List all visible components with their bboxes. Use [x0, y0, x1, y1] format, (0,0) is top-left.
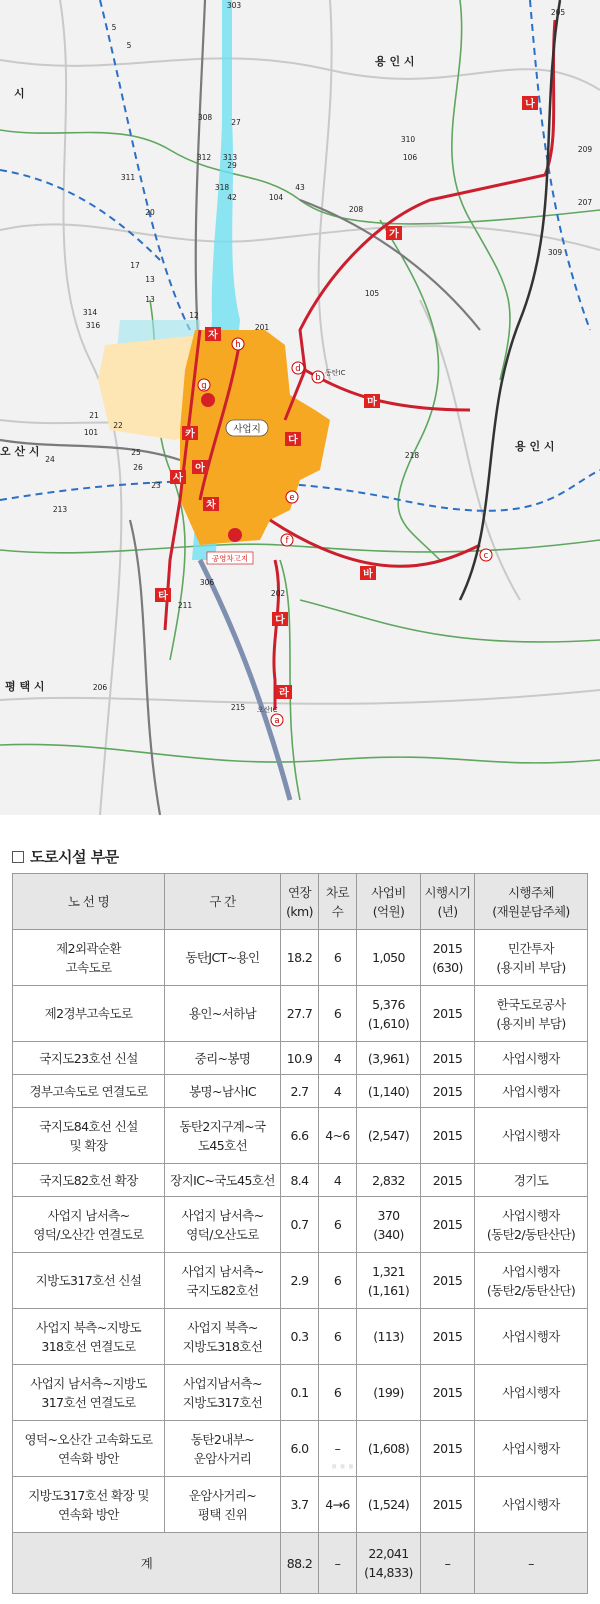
cell-agency-line: (용지비 부담) — [496, 959, 566, 975]
road-number: 316 — [85, 321, 101, 330]
cell-section-line: 장지IC~국도45호선 — [170, 1172, 275, 1188]
cell-period — [421, 1164, 475, 1197]
cell-period — [421, 986, 475, 1042]
cell-route — [13, 1477, 165, 1533]
cell-agency-line: 사업시행자 — [502, 1128, 560, 1143]
road-number: 206 — [92, 683, 108, 692]
cell-lanes: 6 — [319, 1253, 357, 1309]
header-cost — [357, 874, 421, 930]
letter-marker-label: b — [315, 373, 321, 383]
cell-section-line: 사업지 남서측~ — [181, 1263, 264, 1279]
cell-cost — [357, 1477, 421, 1533]
cell-route — [13, 1108, 165, 1164]
table-header-row — [13, 874, 588, 930]
cell-period — [421, 1477, 475, 1533]
road-number: 104 — [268, 193, 284, 202]
cell-period-line: 2015 — [432, 1172, 463, 1188]
road-facility-table — [12, 873, 588, 1594]
cell-agency — [475, 930, 588, 986]
cell-length: 2.9 — [281, 1253, 319, 1309]
cell-route-line: 국지도23호선 신설 — [39, 1050, 138, 1066]
cell-route-line: 사업지 북측~지방도 — [35, 1319, 142, 1335]
letter-marker-label: f — [285, 536, 289, 546]
cell-route — [13, 1421, 165, 1477]
cell-period — [421, 1197, 475, 1253]
cell-route — [13, 1164, 165, 1197]
road-number: 312 — [196, 153, 212, 162]
cell-length: 6.6 — [281, 1108, 319, 1164]
cell-route-line: 318호선 연결도로 — [41, 1338, 136, 1354]
road-number: 101 — [83, 428, 99, 437]
cell-lanes: 6 — [319, 930, 357, 986]
cell-period — [421, 1421, 475, 1477]
road-number: 303 — [226, 1, 242, 10]
cell-lanes: 6 — [319, 986, 357, 1042]
cell-route-line: 경부고속도로 연결도로 — [29, 1083, 148, 1099]
cell-route-line: 사업지 남서측~지방도 — [30, 1375, 147, 1391]
cell-agency-line: 사업시행자 — [502, 1050, 560, 1066]
header-cost-unit: (억원) — [372, 903, 405, 919]
header-period-unit: (년) — [437, 903, 458, 919]
cell-section — [165, 1075, 281, 1108]
cell-section — [165, 1164, 281, 1197]
total-row — [13, 1533, 588, 1594]
city-label-osan: 오 산 시 — [0, 445, 40, 458]
cell-route — [13, 930, 165, 986]
cell-period-line: (630) — [432, 959, 463, 975]
header-cost-text: 사업비 — [371, 884, 406, 900]
cell-period-line: 2015 — [432, 1329, 463, 1344]
cell-cost — [357, 930, 421, 986]
project-point-south — [228, 528, 242, 542]
cell-section-line: 지방도317호선 — [182, 1394, 263, 1410]
table-row — [13, 1421, 588, 1477]
table-row — [13, 1108, 588, 1164]
ic-label-osan: 오산IC — [257, 706, 278, 714]
road-number: 25 — [131, 448, 141, 457]
route-marker-label: 사 — [173, 473, 183, 484]
cell-section — [165, 1042, 281, 1075]
total-cost — [357, 1533, 421, 1594]
cell-period-line: 2015 — [432, 1217, 463, 1232]
road-number: 215 — [230, 703, 246, 712]
cell-route — [13, 1075, 165, 1108]
cell-agency-line: 사업시행자 — [502, 1497, 560, 1512]
header-agency-text: 시행주체 — [508, 884, 554, 900]
cell-cost-line: (1,610) — [367, 1015, 410, 1031]
total-agency: – — [475, 1533, 588, 1594]
table-row — [13, 1253, 588, 1309]
cell-agency — [475, 1421, 588, 1477]
header-length — [281, 874, 319, 930]
header-lanes — [319, 874, 357, 930]
table-row — [13, 1477, 588, 1533]
table-row — [13, 1164, 588, 1197]
cell-agency-line: 사업시행자 — [502, 1385, 560, 1400]
cell-cost-line: 1,050 — [372, 950, 405, 965]
road-number: 310 — [400, 135, 416, 144]
cell-lanes: 4 — [319, 1164, 357, 1197]
route-marker-label: 가 — [389, 229, 399, 240]
road-number: 17 — [130, 261, 140, 270]
cell-route — [13, 1309, 165, 1365]
header-agency-sub: (재원분담주체) — [492, 903, 570, 919]
cell-section — [165, 1108, 281, 1164]
header-lanes-text2: 수 — [331, 903, 344, 919]
cell-cost-line: (199) — [373, 1385, 404, 1400]
header-lanes-text: 차로 — [326, 884, 349, 900]
cell-route-line: 연속화 방안 — [58, 1450, 119, 1466]
table-row — [13, 1365, 588, 1421]
cell-period-line: 2015 — [432, 1385, 463, 1400]
cell-route-line: 고속도로 — [65, 959, 112, 975]
cell-section-line: 평택 진위 — [197, 1506, 248, 1522]
cell-cost-line: (1,140) — [367, 1083, 410, 1099]
letter-marker-label: g — [201, 381, 207, 391]
cell-route — [13, 1042, 165, 1075]
cell-agency-line: 사업시행자 — [502, 1263, 560, 1279]
cell-agency-line: 사업시행자 — [502, 1329, 560, 1344]
road-number: 314 — [82, 308, 98, 317]
cell-section-line: 동탄2내부~ — [190, 1431, 255, 1447]
route-marker-label: 차 — [206, 500, 216, 511]
road-number: 207 — [577, 198, 593, 207]
cell-lanes: 4 — [319, 1042, 357, 1075]
cell-section — [165, 1421, 281, 1477]
route-marker-label: 카 — [185, 429, 195, 440]
table-row — [13, 930, 588, 986]
road-number: 201 — [254, 323, 270, 332]
cell-route — [13, 1253, 165, 1309]
header-section — [165, 874, 281, 930]
letter-marker-label: h — [235, 340, 241, 350]
cell-period — [421, 1075, 475, 1108]
cell-section — [165, 1365, 281, 1421]
cell-cost-line: 1,321 — [372, 1263, 405, 1279]
cell-period — [421, 1253, 475, 1309]
cell-route-line: 영덕~오산간 고속화도로 — [24, 1431, 153, 1447]
total-length: 88.2 — [281, 1533, 319, 1594]
road-number: 20 — [145, 208, 155, 217]
road-number: 5 — [111, 23, 117, 32]
checkbox-icon — [12, 851, 24, 863]
cell-route-line: 지방도317호선 신설 — [35, 1273, 142, 1288]
cell-length: 27.7 — [281, 986, 319, 1042]
cell-section — [165, 1309, 281, 1365]
cell-length: 3.7 — [281, 1477, 319, 1533]
cell-cost-line: (113) — [373, 1329, 404, 1344]
project-point-north — [201, 393, 215, 407]
total-cost-value: 22,041 — [368, 1546, 409, 1561]
cell-cost — [357, 1075, 421, 1108]
header-route-text: 노 선 명 — [67, 894, 110, 909]
route-marker-label: 다 — [275, 615, 285, 626]
road-number: 311 — [120, 173, 136, 182]
cell-agency-line: 민간투자 — [508, 940, 554, 956]
cell-section-line: 용인~서하남 — [188, 1006, 257, 1021]
cell-agency — [475, 1309, 588, 1365]
city-label-pyeongtaek: 평 택 시 — [5, 680, 45, 693]
road-number: 5 — [126, 41, 132, 50]
road-number: 29 — [227, 161, 237, 170]
cell-section — [165, 1477, 281, 1533]
cell-section-line: 국지도82호선 — [186, 1282, 259, 1298]
cell-agency — [475, 1042, 588, 1075]
road-number: 105 — [364, 289, 380, 298]
table-row — [13, 986, 588, 1042]
cell-route-line: 제2경부고속도로 — [44, 1006, 133, 1021]
road-number: 21 — [89, 411, 99, 420]
road-number: 43 — [295, 183, 305, 192]
cell-cost-line: (1,524) — [367, 1497, 410, 1512]
total-cost-sub: (14,833) — [364, 1565, 413, 1580]
cell-section-line: 지방도318호선 — [182, 1338, 263, 1354]
cell-cost — [357, 1042, 421, 1075]
cell-period — [421, 1309, 475, 1365]
cell-agency — [475, 1477, 588, 1533]
total-lanes: – — [319, 1533, 357, 1594]
route-marker-label: 다 — [288, 435, 298, 446]
header-length-unit: (km) — [286, 903, 313, 919]
header-agency — [475, 874, 588, 930]
cell-section-line: 운암사거리~ — [188, 1487, 257, 1503]
road-number: 22 — [113, 421, 123, 430]
cell-lanes: 4 — [319, 1075, 357, 1108]
section-title-text: 도로시설 부문 — [30, 848, 119, 866]
cell-cost-line: (1,161) — [367, 1282, 410, 1298]
cell-length: 0.3 — [281, 1309, 319, 1365]
cell-agency — [475, 1197, 588, 1253]
cell-length: 6.0 — [281, 1421, 319, 1477]
cell-lanes: 4~6 — [319, 1108, 357, 1164]
cell-period-line: 2015 — [432, 1273, 463, 1288]
cell-agency-line: (용지비 부담) — [496, 1015, 566, 1031]
cell-cost — [357, 1197, 421, 1253]
cell-cost — [357, 1421, 421, 1477]
road-number: 26 — [133, 463, 143, 472]
cell-period-line: 2015 — [432, 1128, 463, 1143]
cell-length: 18.2 — [281, 930, 319, 986]
road-number: 24 — [45, 455, 55, 464]
road-number: 313 — [222, 153, 238, 162]
header-period-text: 시행시기 — [424, 884, 471, 900]
cell-cost-line: (3,961) — [367, 1050, 410, 1066]
table-row — [13, 1075, 588, 1108]
route-marker-label: 나 — [525, 99, 535, 110]
cell-route-line: 국지도84호선 신설 — [39, 1118, 138, 1134]
cell-section-line: 사업지 북측~ — [187, 1319, 258, 1335]
cell-route-line: 및 확장 — [69, 1137, 108, 1153]
cell-agency-line: 사업시행자 — [502, 1083, 560, 1099]
road-number: 218 — [404, 451, 420, 460]
cell-agency — [475, 1108, 588, 1164]
cell-agency-line: (동탄2/동탄산단) — [486, 1226, 576, 1242]
header-route — [13, 874, 165, 930]
route-marker-label: 타 — [158, 591, 168, 602]
cell-section — [165, 930, 281, 986]
cell-route-line: 영덕/오산간 연결도로 — [33, 1226, 144, 1242]
cell-agency — [475, 1253, 588, 1309]
road-number: 42 — [227, 193, 237, 202]
cell-cost-line: (2,547) — [367, 1128, 410, 1143]
cell-cost — [357, 1309, 421, 1365]
route-marker-label: 라 — [279, 688, 289, 699]
cell-agency-line: 한국도로공사 — [496, 996, 566, 1012]
cell-cost-line: 2,832 — [372, 1172, 405, 1188]
letter-marker-label: a — [274, 716, 280, 726]
route-marker-label: 자 — [208, 330, 218, 341]
cell-agency-line: 사업시행자 — [502, 1441, 560, 1456]
cell-period — [421, 1108, 475, 1164]
cell-route-line: 사업지 남서측~ — [47, 1207, 130, 1223]
cell-section-line: 봉명~남사IC — [189, 1083, 256, 1099]
table-row — [13, 1309, 588, 1365]
cell-cost — [357, 986, 421, 1042]
road-number: 12 — [189, 311, 199, 320]
road-number: 306 — [199, 578, 215, 587]
cell-agency-line: (동탄2/동탄산단) — [486, 1282, 576, 1298]
cell-agency-line: 경기도 — [513, 1172, 549, 1188]
table-row — [13, 1197, 588, 1253]
letter-marker-label: d — [295, 364, 301, 374]
table-row — [13, 1042, 588, 1075]
city-label-si: 시 — [14, 87, 25, 100]
header-section-text: 구 간 — [209, 894, 236, 909]
cell-lanes: 6 — [319, 1309, 357, 1365]
cell-section-line: 사업지 남서측~ — [181, 1207, 264, 1223]
cell-cost — [357, 1164, 421, 1197]
cell-period-line: 2015 — [432, 1006, 463, 1021]
cell-section-line: 동탄2지구계~국 — [179, 1118, 266, 1134]
road-number: 211 — [177, 601, 193, 610]
cell-period — [421, 1042, 475, 1075]
cell-agency-line: 사업시행자 — [502, 1207, 560, 1223]
cell-route-line: 지방도317호선 확장 및 — [28, 1487, 149, 1503]
cell-period-line: 2015 — [432, 1083, 463, 1099]
road-number: 208 — [348, 205, 364, 214]
watermark: ··· — [330, 1455, 356, 1480]
cell-lanes: 6 — [319, 1197, 357, 1253]
cell-length: 10.9 — [281, 1042, 319, 1075]
cell-route-line: 연속화 방안 — [58, 1506, 119, 1522]
letter-marker-label: c — [483, 551, 489, 561]
cell-section-line: 영덕/오산도로 — [186, 1226, 259, 1242]
cell-period — [421, 1365, 475, 1421]
cell-cost-line: 5,376 — [372, 996, 405, 1012]
road-number: 318 — [214, 183, 230, 192]
route-marker-label: 바 — [363, 569, 373, 580]
route-marker-label: 마 — [367, 397, 377, 408]
total-label: 계 — [13, 1533, 281, 1594]
letter-marker-label: e — [289, 493, 295, 503]
road-number: 205 — [550, 8, 566, 17]
cell-cost-line: 370 — [377, 1207, 400, 1223]
cell-period-line: 2015 — [432, 940, 463, 956]
cell-period — [421, 930, 475, 986]
cell-section-line: 도45호선 — [197, 1137, 248, 1153]
cell-cost-line: (340) — [373, 1226, 404, 1242]
road-number: 308 — [197, 113, 213, 122]
road-number: 13 — [145, 275, 155, 284]
cell-period-line: 2015 — [432, 1497, 463, 1512]
site-label: 사업지 — [233, 424, 261, 435]
cell-section-line: 사업지남서측~ — [183, 1375, 262, 1391]
cell-agency — [475, 986, 588, 1042]
cell-lanes: – — [319, 1421, 357, 1477]
road-number: 209 — [577, 145, 593, 154]
header-length-text: 연장 — [288, 884, 311, 900]
cell-agency — [475, 1164, 588, 1197]
road-number: 13 — [145, 295, 155, 304]
cell-length: 8.4 — [281, 1164, 319, 1197]
cell-cost — [357, 1253, 421, 1309]
cell-section — [165, 1197, 281, 1253]
cell-section-line: 운암사거리 — [193, 1450, 252, 1466]
cell-period-line: 2015 — [432, 1050, 463, 1066]
cell-agency — [475, 1365, 588, 1421]
cell-route-line: 317호선 연결도로 — [41, 1394, 136, 1410]
route-marker-label: 아 — [195, 463, 205, 474]
cell-route-line: 제2외곽순환 — [56, 940, 121, 956]
hq-label: 공영차고지 — [211, 554, 249, 563]
cell-length: 0.7 — [281, 1197, 319, 1253]
cell-lanes: 6 — [319, 1365, 357, 1421]
cell-lanes: 4→6 — [319, 1477, 357, 1533]
road-number: 106 — [402, 153, 418, 162]
cell-length: 2.7 — [281, 1075, 319, 1108]
road-number: 23 — [151, 481, 161, 490]
road-number: 202 — [270, 589, 286, 598]
cell-section-line: 중리~봉명 — [194, 1050, 251, 1066]
table-body — [13, 930, 588, 1533]
road-number: 213 — [52, 505, 68, 514]
cell-cost — [357, 1365, 421, 1421]
city-label-yongin-top: 용 인 시 — [375, 55, 415, 68]
cell-cost-line: (1,608) — [367, 1441, 410, 1456]
cell-agency — [475, 1075, 588, 1108]
section-title — [12, 846, 119, 867]
cell-period-line: 2015 — [432, 1441, 463, 1456]
cell-section-line: 동탄JCT~용인 — [185, 950, 260, 965]
cell-section — [165, 986, 281, 1042]
cell-cost — [357, 1108, 421, 1164]
cell-route — [13, 986, 165, 1042]
cell-route — [13, 1197, 165, 1253]
header-period — [421, 874, 475, 930]
city-label-yongin-right: 용 인 시 — [515, 440, 555, 453]
cell-route — [13, 1365, 165, 1421]
total-period: – — [421, 1533, 475, 1594]
cell-route-line: 국지도82호선 확장 — [39, 1172, 138, 1188]
road-number: 309 — [547, 248, 563, 257]
ic-label-dongtan: 동탄IC — [325, 369, 346, 377]
cell-section — [165, 1253, 281, 1309]
road-number: 27 — [231, 118, 241, 127]
cell-length: 0.1 — [281, 1365, 319, 1421]
